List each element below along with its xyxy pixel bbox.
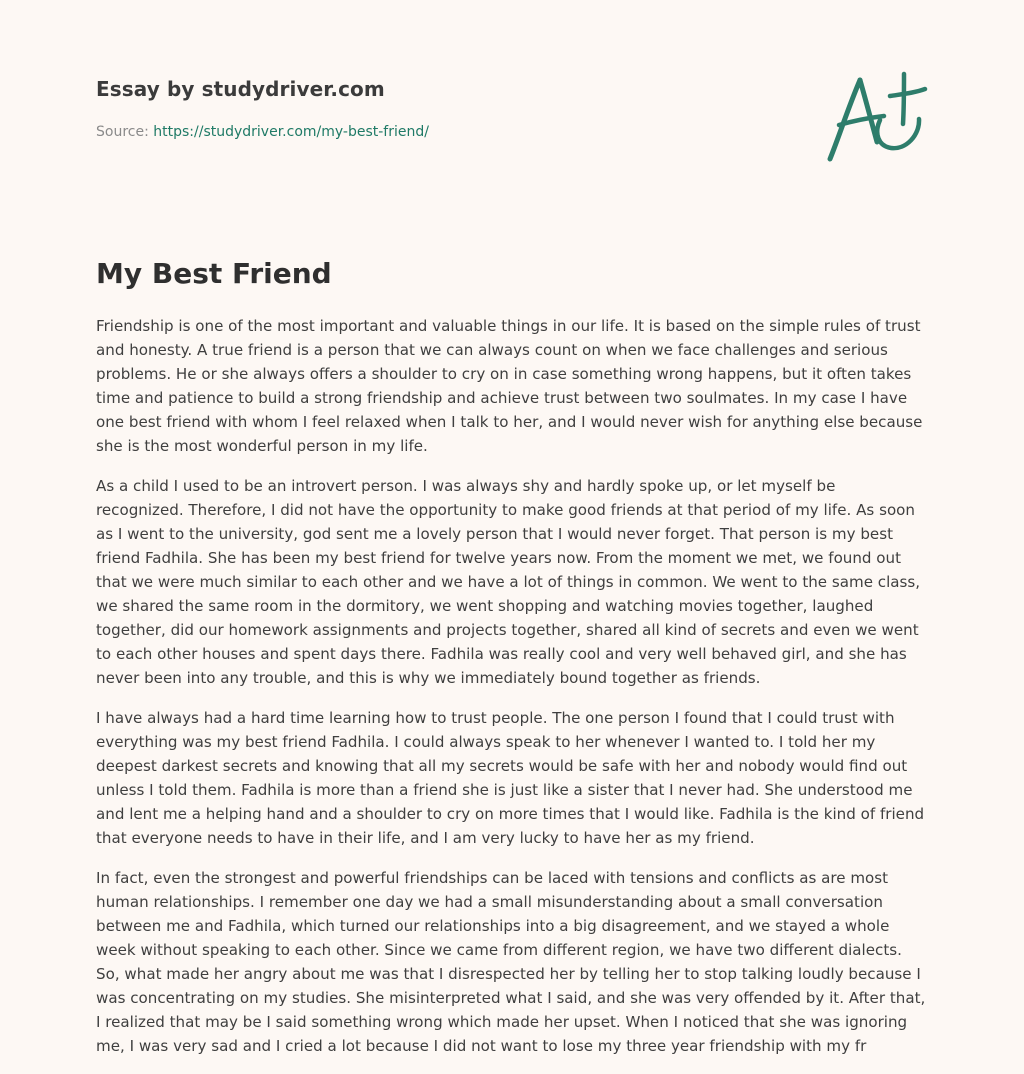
essay-paragraph-4: In fact, even the strongest and powerful friendships can be laced with tensions and conflicts as are most human relationships. I remember one day we had a small misunderstanding about a small conversation between me and Fadhila, which turned our relationships into a big disagreement, and we stayed a whole week without speaking to each other. Since we came from different region, we have two different dialects. So, what made her angry about me was that I disrespected her by telling her to stop talking loudly because I was concentrating on my studies. She misinterpreted what I said, and she was very offended by it. After that, I realized that may be I said something wrong which made her upset. When I noticed that she was ignoring me, I was very sad and I cried a lot because I did not want to lose my three year friendship with my fr [96, 869, 926, 1055]
essay-paragraph-1: Friendship is one of the most important and valuable things in our life. It is based on the simple rules of trust and honesty. A true friend is a person that we can always count on when we face challenges and serious problems. He or she always offers a shoulder to cry on in case something wrong happens, but it often takes time and patience to build a strong friendship and achieve trust between two soulmates. In my case I have one best friend with whom I feel relaxed when I talk to her, and I would never wish for anything else because she is the most wonderful person in my life. [96, 317, 923, 455]
essay-paragraph-2: As a child I used to be an introvert person. I was always shy and hardly spoke up, or let myself be recognized. Therefore, I did not have the opportunity to make good friends at that period of my life. As soon as I went to the university, god sent me a lovely person that I would never forget. That person is my best friend Fadhila. She has been my best friend for twelve years now. From the moment we met, we found out that we were much similar to each other and we have a lot of things in common. We went to the same class, we shared the same room in the dormitory, we went shopping and watching movies together, laughed together, did our homework assignments and projects together, shared all kind of secrets and even we went to each other houses and spent days there. Fadhila was really cool and very well behaved girl, and she has never been into any trouble, and this is why we immediately bound together as friends. [96, 477, 921, 687]
source-label: Source: [96, 124, 149, 140]
source-line [96, 122, 928, 142]
page-header [96, 74, 928, 142]
source-link[interactable]: https://studydriver.com/my-best-friend/ [153, 124, 429, 140]
essay-body [96, 314, 926, 1074]
a-plus-logo [822, 66, 928, 166]
brand-title: Essay by studydriver.com [96, 77, 385, 101]
essay-paragraph-3: I have always had a hard time learning how to trust people. The one person I found that I could trust with everything was my best friend Fadhila. I could always speak to her whenever I wanted to. I told her my deepest darkest secrets and knowing that all my secrets would be safe with her and nobody would find out unless I told them. Fadhila is more than a friend she is just like a sister that I never had. She understood me and lent me a helping hand and a shoulder to cry on more times that I would like. Fadhila is the kind of friend that everyone needs to have in their life, and I am very lucky to have her as my friend. [96, 709, 925, 847]
essay-title: My Best Friend [96, 257, 332, 290]
a-plus-icon [822, 66, 928, 166]
